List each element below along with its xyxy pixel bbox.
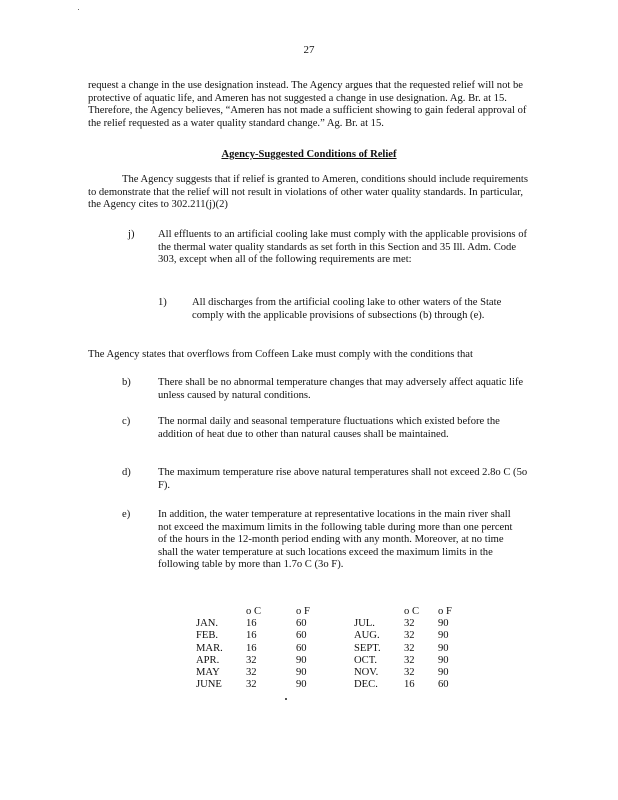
month-cell: FEB. (196, 630, 219, 642)
paragraph-agency-suggests (88, 174, 528, 212)
fahrenheit-cell: 90 (438, 630, 449, 642)
list-item-label: c) (122, 416, 131, 427)
list-item-label: b) (122, 377, 131, 388)
month-cell: MAR. (196, 642, 223, 654)
header-fahrenheit: o F (438, 606, 452, 617)
list-item-text: The normal daily and seasonal temperature fluctuations which existed before the addition of heat due to other than natural causes shall be maintained. (158, 416, 500, 440)
scan-speck (78, 9, 79, 10)
paragraph-agency-argument: request a change in the use designation instead. The Agency argues that the requested relief will not be protective of aquatic life, and Ameren has not suggested a change in use designation. Ag. Br. at 15. Therefore, the Agency believes, “Ameren has not made a sufficient showing to gain federal approval of the relief requested as a water quality standard change.” Ag. Br. at 15. (88, 80, 527, 129)
fahrenheit-cell: 90 (438, 667, 449, 679)
celsius-cell: 16 (246, 642, 257, 654)
fahrenheit-cell: 90 (438, 642, 449, 654)
celsius-cell: 32 (404, 642, 415, 654)
month-cell: NOV. (354, 667, 379, 679)
fahrenheit-cell: 60 (296, 630, 307, 642)
page-number: 27 (303, 44, 315, 56)
month-cell: JUNE (196, 679, 222, 691)
month-cell: DEC. (354, 679, 378, 691)
header-fahrenheit: o F (296, 606, 310, 617)
fahrenheit-cell: 60 (296, 618, 307, 630)
list-item-text: In addition, the water temperature at representative locations in the main river shall not exceed the maximum limits in the following table during more than one percent of the hours in the 12-month period ending with any month. Moreover, at no time shall the water temperature at such locations exceed the maximum limits in the following table by more than 1.7o C (3o F). (158, 509, 513, 571)
section-heading: Agency-Suggested Conditions of Relief (221, 149, 397, 160)
table-row (196, 655, 468, 667)
temperature-limits-table (196, 606, 468, 691)
celsius-cell: 32 (246, 654, 257, 666)
list-item-text: All discharges from the artificial cooling lake to other waters of the State comply with the applicable provisions of subsections (b) through (e). (192, 297, 502, 321)
fahrenheit-cell: 60 (296, 642, 307, 654)
scan-speck (285, 698, 287, 700)
fahrenheit-cell: 90 (296, 667, 307, 679)
table-row (196, 667, 468, 679)
list-item-label: j) (128, 229, 135, 240)
list-item-label: e) (122, 509, 131, 520)
table-row (196, 679, 468, 691)
month-cell: JAN. (196, 618, 219, 630)
celsius-cell: 32 (404, 667, 415, 679)
fahrenheit-cell: 90 (296, 654, 307, 666)
celsius-cell: 16 (246, 618, 257, 630)
table-row (196, 630, 468, 642)
list-item-text: There shall be no abnormal temperature changes that may adversely affect aquatic life unless caused by natural conditions. (158, 377, 524, 401)
celsius-cell: 32 (404, 654, 415, 666)
list-item-label: d) (122, 467, 131, 478)
celsius-cell: 16 (246, 630, 257, 642)
month-cell: JUL. (354, 618, 375, 630)
month-cell: MAY (196, 667, 220, 679)
celsius-cell: 16 (404, 679, 415, 691)
celsius-cell: 32 (404, 618, 415, 630)
table-header-row (196, 606, 468, 618)
month-cell: AUG. (354, 630, 380, 642)
fahrenheit-cell: 90 (296, 679, 307, 691)
celsius-cell: 32 (246, 679, 257, 691)
celsius-cell: 32 (404, 630, 415, 642)
fahrenheit-cell: 90 (438, 654, 449, 666)
paragraph-agency-suggests-text: The Agency suggests that if relief is granted to Ameren, conditions should include requirements to demonstrate that the relief will not result in violations of other water quality standards. In particular, the Agency cites to 302.211(j)(2) (88, 174, 528, 211)
paragraph-overflows: The Agency states that overflows from Coffeen Lake must comply with the conditions that (88, 349, 473, 360)
table-row (196, 618, 468, 630)
month-cell: SEPT. (354, 642, 381, 654)
list-item-text: All effluents to an artificial cooling lake must comply with the applicable provisions of the thermal water quality standards as set forth in this Section and 35 Ill. Adm. Code 303, except when all of the following requirements are met: (158, 229, 528, 266)
month-cell: OCT. (354, 654, 378, 666)
celsius-cell: 32 (246, 667, 257, 679)
list-item-text: The maximum temperature rise above natural temperatures shall not exceed 2.8o C (5o F). (158, 467, 528, 491)
fahrenheit-cell: 90 (438, 618, 449, 630)
list-item-label: 1) (158, 297, 167, 308)
header-celsius: o C (246, 606, 262, 617)
table-row (196, 643, 468, 655)
month-cell: APR. (196, 654, 220, 666)
fahrenheit-cell: 60 (438, 679, 449, 691)
header-celsius: o C (404, 606, 420, 617)
